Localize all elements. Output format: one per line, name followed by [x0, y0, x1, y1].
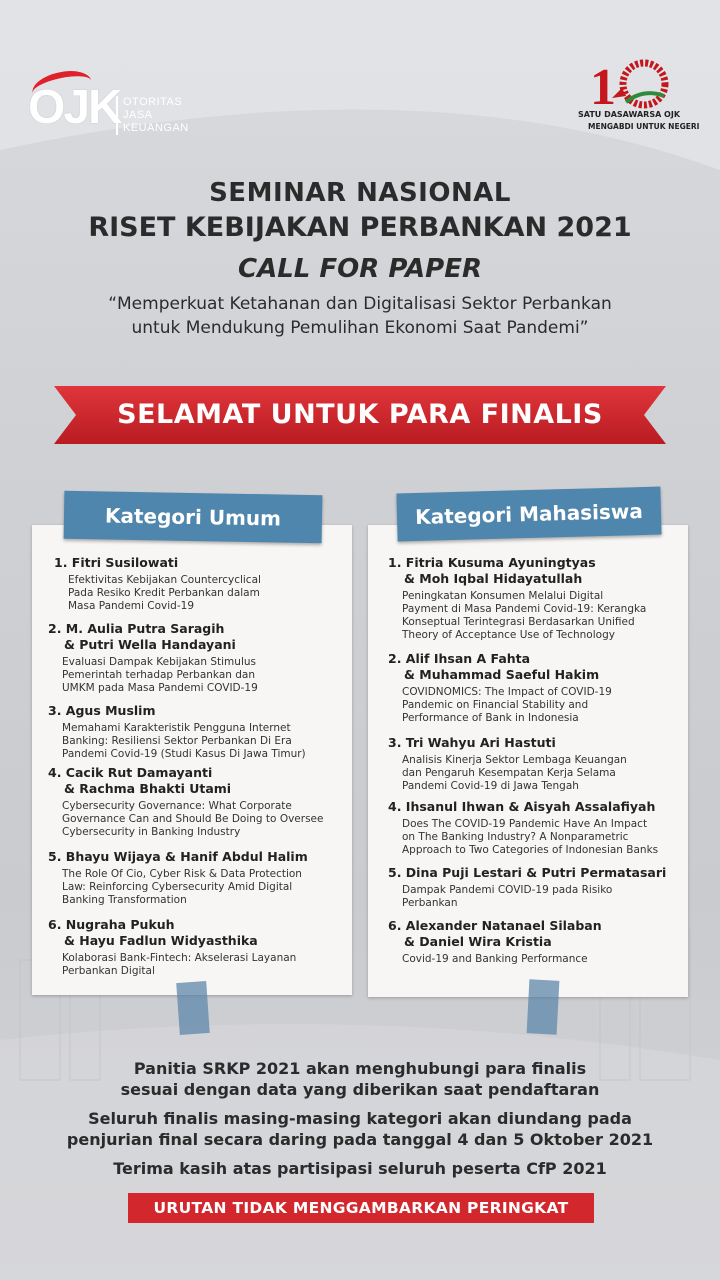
paper-title-line: Peningkatan Konsumen Melalui Digital — [402, 590, 604, 602]
finalist-name: 2. M. Aulia Putra Saragih — [48, 621, 225, 636]
paper-title-line: Konseptual Terintegrasi Berdasarkan Unified — [402, 616, 635, 628]
list-item — [388, 651, 612, 725]
finalist-name: 1. Fitria Kusuma Ayuningtyas — [388, 555, 596, 570]
paper-title-line: on The Banking Industry? A Nonparametric — [402, 831, 629, 843]
finalist-name: 1. Fitri Susilowati — [54, 555, 179, 570]
list-item — [388, 735, 627, 793]
category-tab-umum: Kategori Umum — [64, 491, 323, 543]
paper-title-line: Governance Can and Should Be Doing to Oversee — [62, 813, 324, 825]
paper-title-line: Banking Transformation — [62, 894, 187, 906]
list-item — [388, 555, 646, 642]
paper-title-line: Analisis Kinerja Sektor Lembaga Keuangan — [402, 754, 627, 766]
paper-title-line: Kolaborasi Bank-Fintech: Akselerasi Layanan — [62, 952, 297, 964]
list-item — [54, 555, 261, 613]
banner-text: SELAMAT UNTUK PARA FINALIS — [117, 399, 603, 430]
finalist-name-2: & Putri Wella Handayani — [64, 637, 236, 652]
paper-title-line: Law: Reinforcing Cybersecurity Amid Digital — [62, 881, 293, 893]
paper-title-line: Theory of Acceptance Use of Technology — [402, 629, 615, 641]
paper-title-line: COVIDNOMICS: The Impact of COVID-19 — [402, 686, 612, 698]
footer-line: Panitia SRKP 2021 akan menghubungi para finalis — [133, 1059, 587, 1078]
anniversary-emblem-icon — [582, 58, 692, 110]
finalist-name-2: & Daniel Wira Kristia — [404, 934, 552, 949]
paper-title — [48, 952, 296, 978]
finalist-name-2: & Rachma Bhakti Utami — [64, 781, 232, 796]
ojk-mark: OJK — [28, 81, 121, 134]
paper-title-line: Pemerintah terhadap Perbankan dan — [62, 669, 256, 681]
paper-title — [388, 590, 646, 642]
tape-decoration — [527, 979, 560, 1034]
footer-thanks: Terima kasih atas partisipasi seluruh peserta CfP 2021 — [113, 1159, 607, 1178]
paper-title-line: Does The COVID-19 Pandemic Have An Impact — [402, 818, 648, 830]
paper-title — [388, 953, 602, 966]
list-item — [48, 849, 308, 907]
ojk-name — [116, 96, 189, 135]
list-item — [48, 703, 306, 761]
list-item — [48, 917, 296, 978]
anniversary-line2: MENGABDI UNTUK NEGERI — [588, 122, 700, 131]
paper-title-line: Efektivitas Kebijakan Countercyclical — [68, 574, 261, 586]
ojk-name-line: OTORITAS — [123, 96, 183, 108]
paper-title-line: Evaluasi Dampak Kebijakan Stimulus — [62, 656, 256, 668]
theme-line: untuk Mendukung Pemulihan Ekonomi Saat Pandemi” — [131, 318, 589, 338]
paper-title-line: dan Pengaruh Kesempatan Kerja Selama — [402, 767, 616, 779]
footer-line: penjurian final secara daring pada tanggal 4 dan 5 Oktober 2021 — [66, 1130, 654, 1149]
finalist-name: 2. Alif Ihsan A Fahta — [388, 651, 531, 666]
paper-title-line: Dampak Pandemi COVID-19 pada Risiko — [402, 884, 613, 896]
paper-title-line: Performance of Bank in Indonesia — [402, 712, 579, 724]
anniversary-line1: SATU DASAWARSA OJK — [578, 110, 681, 119]
finalist-name-2: & Hayu Fadlun Widyasthika — [64, 933, 258, 948]
anniversary-logo — [578, 58, 698, 138]
paper-title — [54, 574, 261, 613]
paper-title-line: Cybersecurity in Banking Industry — [62, 826, 241, 838]
paper-title — [48, 800, 323, 839]
paper-title-line: Masa Pandemi Covid-19 — [68, 600, 194, 612]
finalist-banner — [54, 386, 666, 444]
paper-title-line: UMKM pada Masa Pandemi COVID-19 — [62, 682, 258, 694]
footer-paragraph-1 — [0, 1058, 720, 1100]
finalist-name: 4. Cacik Rut Damayanti — [48, 765, 213, 780]
finalist-name: 3. Tri Wahyu Ari Hastuti — [388, 735, 556, 750]
footer-line: Seluruh finalis masing-masing kategori akan diundang pada — [88, 1109, 632, 1128]
paper-title-line: Cybersecurity Governance: What Corporate — [62, 800, 292, 812]
finalist-name: 4. Ihsanul Ihwan & Aisyah Assalafiyah — [388, 799, 656, 814]
finalist-name: 6. Nugraha Pukuh — [48, 917, 175, 932]
card-kategori-umum — [32, 525, 352, 995]
theme-quote — [0, 292, 720, 340]
title-call-for-paper: CALL FOR PAPER — [238, 254, 482, 284]
tape-decoration — [176, 981, 210, 1035]
list-item — [48, 765, 323, 839]
list-item — [388, 918, 602, 966]
paper-title-line: Perbankan — [402, 897, 458, 909]
finalist-name: 5. Dina Puji Lestari & Putri Permatasari — [388, 865, 667, 880]
paper-title-line: Pandemi Covid-19 di Jawa Tengah — [402, 780, 579, 792]
footer-line: sesuai dengan data yang diberikan saat pendaftaran — [120, 1080, 600, 1099]
finalist-name: 6. Alexander Natanael Silaban — [388, 918, 602, 933]
paper-title-line: Memahami Karakteristik Pengguna Internet — [62, 722, 291, 734]
theme-line: “Memperkuat Ketahanan dan Digitalisasi Sektor Perbankan — [108, 294, 612, 314]
title-riset: RISET KEBIJAKAN PERBANKAN 2021 — [88, 212, 632, 243]
paper-title-line: The Role Of Cio, Cyber Risk & Data Protection — [62, 868, 302, 880]
paper-title — [388, 754, 627, 793]
ojk-name-line: JASA — [123, 109, 153, 121]
card-kategori-mahasiswa — [368, 525, 688, 997]
finalist-name-2: & Muhammad Saeful Hakim — [404, 667, 600, 682]
paper-title-line: Covid-19 and Banking Performance — [402, 953, 588, 965]
list-item — [48, 621, 258, 695]
title-seminar: SEMINAR NASIONAL — [209, 178, 511, 208]
finalist-name-2: & Moh Iqbal Hidayatullah — [404, 571, 583, 586]
paper-title-line: Banking: Resiliensi Sektor Perbankan Di Era — [62, 735, 292, 747]
paper-title-line: Pandemi Covid-19 (Studi Kasus Di Jawa Timur) — [62, 748, 306, 760]
paper-title — [48, 656, 258, 695]
paper-title — [388, 884, 666, 910]
paper-title — [388, 686, 612, 725]
paper-title — [48, 722, 306, 761]
list-item — [388, 865, 666, 910]
paper-title-line: Pandemic on Financial Stability and — [402, 699, 589, 711]
paper-title — [48, 868, 308, 907]
paper-title-line: Pada Resiko Kredit Perbankan dalam — [68, 587, 260, 599]
paper-title — [388, 818, 658, 857]
finalist-name: 5. Bhayu Wijaya & Hanif Abdul Halim — [48, 849, 308, 864]
disclaimer-strip: URUTAN TIDAK MENGGAMBARKAN PERINGKAT — [128, 1193, 594, 1223]
category-tab-mahasiswa: Kategori Mahasiswa — [396, 487, 661, 542]
paper-title-line: Payment di Masa Pandemi Covid-19: Kerangka — [402, 603, 647, 615]
svg-text:1: 1 — [590, 59, 616, 110]
footer-paragraph-2 — [0, 1108, 720, 1150]
ojk-name-line: KEUANGAN — [123, 122, 189, 134]
finalist-name: 3. Agus Muslim — [48, 703, 156, 718]
paper-title-line: Approach to Two Categories of Indonesian Banks — [402, 844, 659, 856]
paper-title-line: Perbankan Digital — [62, 965, 155, 977]
list-item — [388, 799, 658, 857]
ojk-logo — [28, 72, 218, 142]
